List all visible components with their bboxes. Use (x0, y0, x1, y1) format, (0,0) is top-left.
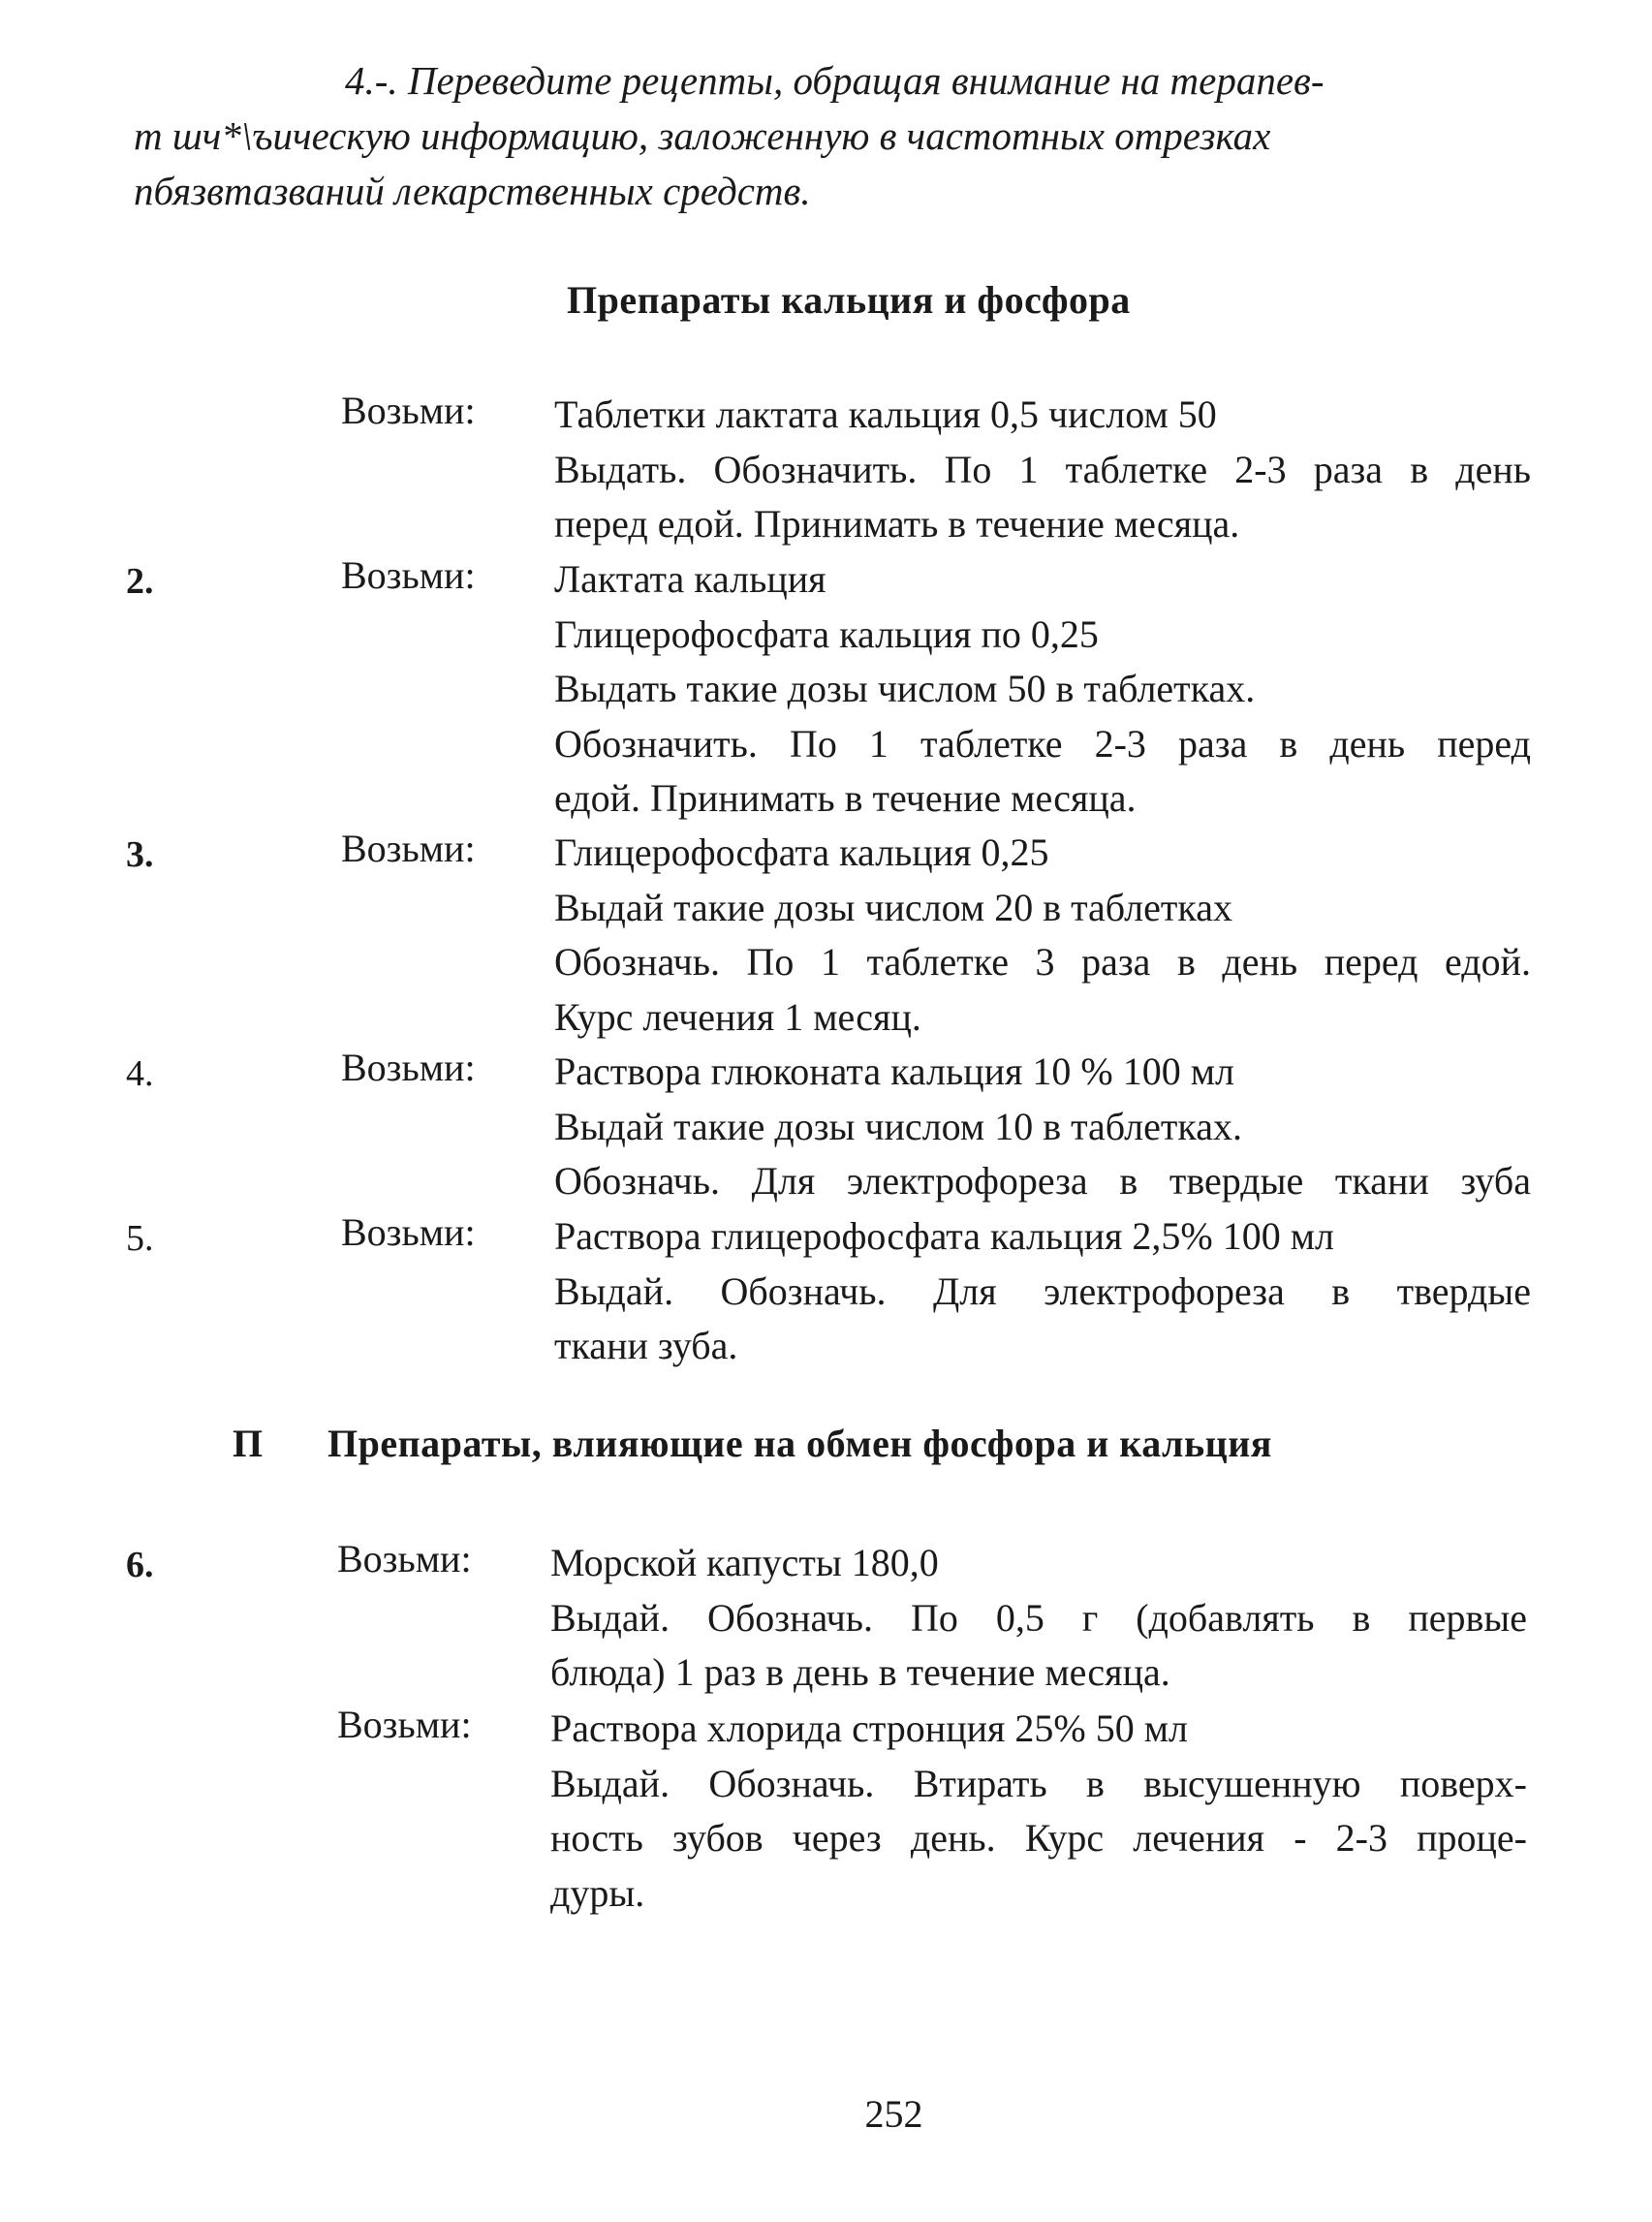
prescription-line: едой. Принимать в течение месяца. (554, 776, 1137, 820)
prescription-text (554, 388, 1531, 552)
prescription-line: Выдай такие дозы числом 10 в таблетках. (554, 1104, 1242, 1148)
prescription-line: Выдай. Обозначь. Для электрофореза в твердые (554, 1268, 1531, 1313)
task-instruction (134, 53, 1534, 219)
prescription-text (554, 1045, 1531, 1209)
prescription-text (550, 1536, 1527, 1701)
prescription-take-label: Возьми: (337, 1703, 472, 1746)
prescription-take-label: Возьми: (341, 553, 476, 597)
instruction-line: т шч*\ъическую информацию, заложенную в частотных отрезках (134, 113, 1271, 158)
instruction-line: 4.-. Переведите рецепты, обращая внимание на терапев- (345, 58, 1325, 103)
prescription-line: Глицерофосфата кальция по 0,25 (554, 611, 1099, 656)
prescription-text (554, 552, 1531, 827)
prescription-line: ткани зуба. (554, 1324, 738, 1367)
prescription-line: дуры. (550, 1870, 645, 1915)
prescription-line: перед едой. Принимать в течение месяца. (554, 502, 1240, 546)
section-heading-calcium-phosphorus: Препараты кальция и фосфора (567, 278, 1131, 322)
prescription-line: Обозначь. Для электрофореза в твердые ткани зуба (554, 1159, 1531, 1203)
prescription-line: Морской капусты 180,0 (550, 1541, 939, 1584)
prescription-line: Обозначить. По 1 таблетке 2-3 раза в день перед (554, 721, 1531, 766)
prescription-line: блюда) 1 раз в день в течение месяца. (550, 1650, 1170, 1694)
prescription-line: Выдай. Обозначь. По 0,5 г (добавлять в первые (550, 1595, 1527, 1640)
prescription-line: Курс лечения 1 месяц. (554, 994, 921, 1039)
prescription-text (554, 826, 1531, 1045)
prescription-text (550, 1702, 1527, 1921)
prescription-take-label: Возьми: (341, 1046, 476, 1089)
prescription-number: 3. (126, 834, 154, 875)
prescription-line: Выдай. Обозначь. Втирать в высушенную поверх- (550, 1761, 1527, 1805)
prescription-line: Выдай такие дозы числом 20 в таблетках (554, 885, 1232, 929)
prescription-line: Раствора хлорида стронция 25% 50 мл (550, 1706, 1189, 1750)
prescription-line: Выдать. Обозначить. По 1 таблетке 2-3 раза в день (554, 447, 1531, 491)
prescription-line: Глицерофосфата кальция 0,25 (554, 830, 1049, 874)
prescription-line: Лактата кальция (554, 557, 826, 601)
section-heading-exchange (233, 1421, 1272, 1466)
prescription-line: Раствора глицерофосфата кальция 2,5% 100 мл (554, 1214, 1334, 1258)
prescription-number: 5. (126, 1218, 154, 1259)
page-number: 252 (864, 2092, 923, 2136)
section-roman-numeral: П (233, 1422, 264, 1465)
prescription-number: 2. (126, 561, 154, 602)
prescription-line: ность зубов через день. Курс лечения - 2-3 проце- (550, 1816, 1527, 1860)
section-title-text: Препараты, влияющие на обмен фосфора и кальция (327, 1422, 1272, 1465)
prescription-take-label: Возьми: (341, 389, 476, 432)
prescription-line: Обозначь. По 1 таблетке 3 раза в день перед едой. (554, 940, 1531, 984)
prescription-take-label: Возьми: (341, 827, 476, 870)
prescription-number: 4. (126, 1053, 154, 1094)
prescription-line: Выдать такие дозы числом 50 в таблетках. (554, 667, 1256, 710)
prescription-line: Раствора глюконата кальция 10 % 100 мл (554, 1049, 1235, 1093)
prescription-line: Таблетки лактата кальция 0,5 числом 50 (554, 392, 1217, 436)
prescription-number: 6. (126, 1545, 154, 1585)
prescription-take-label: Возьми: (337, 1537, 472, 1580)
instruction-line: пбязвтазваний лекарственных средств. (134, 169, 811, 213)
prescription-take-label: Возьми: (341, 1210, 476, 1254)
prescription-text (554, 1209, 1531, 1374)
